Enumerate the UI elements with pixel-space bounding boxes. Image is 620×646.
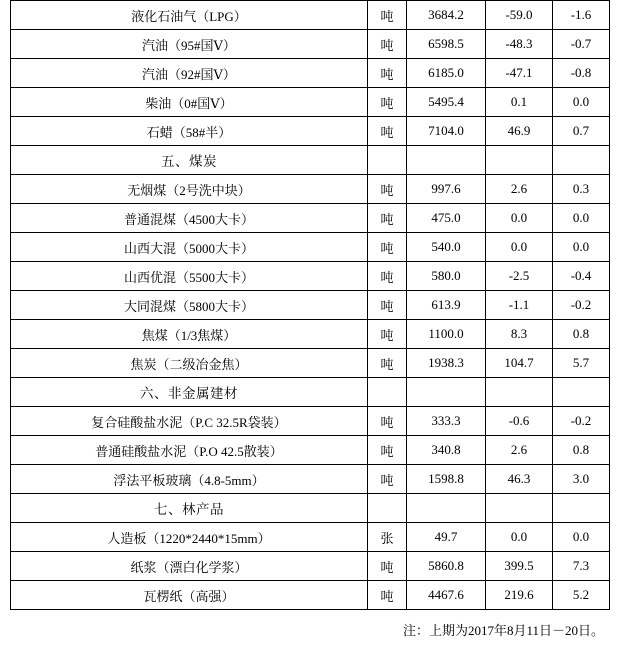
price-cell: 1100.0 <box>407 320 486 349</box>
table-row <box>11 378 610 407</box>
change-cell: -48.3 <box>486 30 553 59</box>
table-footnote: 注：上期为2017年8月11日－20日。 <box>402 623 604 638</box>
change-cell: 0.0 <box>486 204 553 233</box>
section-header-cell: 七、林产品 <box>11 494 368 523</box>
table-row <box>11 262 610 291</box>
percent-cell: 0.0 <box>553 523 610 552</box>
price-cell: 49.7 <box>407 523 486 552</box>
unit-cell: 吨 <box>368 233 407 262</box>
table-row <box>11 552 610 581</box>
price-cell: 340.8 <box>407 436 486 465</box>
percent-cell: -0.2 <box>553 291 610 320</box>
percent-cell: 0.8 <box>553 320 610 349</box>
change-cell: 46.3 <box>486 465 553 494</box>
change-cell <box>486 146 553 175</box>
change-cell <box>486 494 553 523</box>
unit-cell: 吨 <box>368 291 407 320</box>
table-row <box>11 59 610 88</box>
price-table-body <box>11 1 610 610</box>
item-name-cell: 普通硅酸盐水泥（P.O 42.5散装） <box>11 436 368 465</box>
percent-cell: 0.0 <box>553 88 610 117</box>
table-row <box>11 465 610 494</box>
unit-cell: 吨 <box>368 88 407 117</box>
percent-cell <box>553 146 610 175</box>
unit-cell: 吨 <box>368 581 407 610</box>
price-cell: 6598.5 <box>407 30 486 59</box>
price-cell: 4467.6 <box>407 581 486 610</box>
price-table <box>10 0 610 610</box>
item-name-cell: 柴油（0#国Ⅴ） <box>11 88 368 117</box>
table-row <box>11 320 610 349</box>
unit-cell <box>368 146 407 175</box>
unit-cell <box>368 378 407 407</box>
price-cell: 6185.0 <box>407 59 486 88</box>
change-cell: 2.6 <box>486 436 553 465</box>
price-cell: 1598.8 <box>407 465 486 494</box>
price-cell: 7104.0 <box>407 117 486 146</box>
table-row <box>11 88 610 117</box>
item-name-cell: 焦煤（1/3焦煤） <box>11 320 368 349</box>
price-cell <box>407 494 486 523</box>
percent-cell: 5.7 <box>553 349 610 378</box>
item-name-cell: 无烟煤（2号洗中块） <box>11 175 368 204</box>
change-cell: -0.6 <box>486 407 553 436</box>
price-cell: 997.6 <box>407 175 486 204</box>
item-name-cell: 石蜡（58#半） <box>11 117 368 146</box>
item-name-cell: 瓦楞纸（高强） <box>11 581 368 610</box>
price-cell <box>407 378 486 407</box>
price-cell <box>407 146 486 175</box>
change-cell: 219.6 <box>486 581 553 610</box>
price-cell: 333.3 <box>407 407 486 436</box>
price-cell: 5495.4 <box>407 88 486 117</box>
table-row <box>11 30 610 59</box>
change-cell: -47.1 <box>486 59 553 88</box>
item-name-cell: 纸浆（漂白化学浆） <box>11 552 368 581</box>
price-cell: 475.0 <box>407 204 486 233</box>
percent-cell: 7.3 <box>553 552 610 581</box>
price-cell: 540.0 <box>407 233 486 262</box>
unit-cell: 吨 <box>368 262 407 291</box>
percent-cell: -1.6 <box>553 1 610 30</box>
unit-cell: 吨 <box>368 117 407 146</box>
unit-cell: 吨 <box>368 175 407 204</box>
change-cell: -2.5 <box>486 262 553 291</box>
unit-cell: 张 <box>368 523 407 552</box>
change-cell: 0.0 <box>486 233 553 262</box>
percent-cell: 5.2 <box>553 581 610 610</box>
percent-cell: 0.8 <box>553 436 610 465</box>
item-name-cell: 大同混煤（5800大卡） <box>11 291 368 320</box>
change-cell: 0.1 <box>486 88 553 117</box>
percent-cell <box>553 378 610 407</box>
table-row <box>11 146 610 175</box>
item-name-cell: 液化石油气（LPG） <box>11 1 368 30</box>
unit-cell: 吨 <box>368 59 407 88</box>
change-cell: 104.7 <box>486 349 553 378</box>
item-name-cell: 普通混煤（4500大卡） <box>11 204 368 233</box>
item-name-cell: 焦炭（二级冶金焦） <box>11 349 368 378</box>
table-row <box>11 233 610 262</box>
table-row <box>11 349 610 378</box>
section-header-cell: 五、煤炭 <box>11 146 368 175</box>
table-row <box>11 204 610 233</box>
item-name-cell: 人造板（1220*2440*15mm） <box>11 523 368 552</box>
unit-cell <box>368 494 407 523</box>
price-cell: 1938.3 <box>407 349 486 378</box>
percent-cell: 3.0 <box>553 465 610 494</box>
change-cell <box>486 378 553 407</box>
change-cell: 8.3 <box>486 320 553 349</box>
unit-cell: 吨 <box>368 552 407 581</box>
percent-cell: 0.0 <box>553 233 610 262</box>
change-cell: -59.0 <box>486 1 553 30</box>
change-cell: 399.5 <box>486 552 553 581</box>
price-cell: 613.9 <box>407 291 486 320</box>
percent-cell: 0.7 <box>553 117 610 146</box>
price-cell: 5860.8 <box>407 552 486 581</box>
percent-cell: 0.0 <box>553 204 610 233</box>
percent-cell: 0.3 <box>553 175 610 204</box>
unit-cell: 吨 <box>368 465 407 494</box>
unit-cell: 吨 <box>368 30 407 59</box>
unit-cell: 吨 <box>368 407 407 436</box>
unit-cell: 吨 <box>368 436 407 465</box>
table-row <box>11 1 610 30</box>
percent-cell: -0.8 <box>553 59 610 88</box>
table-row <box>11 494 610 523</box>
percent-cell <box>553 494 610 523</box>
unit-cell: 吨 <box>368 349 407 378</box>
change-cell: -1.1 <box>486 291 553 320</box>
unit-cell: 吨 <box>368 1 407 30</box>
item-name-cell: 汽油（95#国Ⅴ） <box>11 30 368 59</box>
table-row <box>11 175 610 204</box>
item-name-cell: 复合硅酸盐水泥（P.C 32.5R袋装） <box>11 407 368 436</box>
item-name-cell: 山西优混（5500大卡） <box>11 262 368 291</box>
table-row <box>11 581 610 610</box>
section-header-cell: 六、非金属建材 <box>11 378 368 407</box>
price-cell: 3684.2 <box>407 1 486 30</box>
item-name-cell: 浮法平板玻璃（4.8-5mm） <box>11 465 368 494</box>
table-row <box>11 407 610 436</box>
table-row <box>11 523 610 552</box>
percent-cell: -0.7 <box>553 30 610 59</box>
table-row <box>11 291 610 320</box>
unit-cell: 吨 <box>368 204 407 233</box>
change-cell: 0.0 <box>486 523 553 552</box>
percent-cell: -0.2 <box>553 407 610 436</box>
percent-cell: -0.4 <box>553 262 610 291</box>
item-name-cell: 山西大混（5000大卡） <box>11 233 368 262</box>
price-cell: 580.0 <box>407 262 486 291</box>
change-cell: 46.9 <box>486 117 553 146</box>
table-row <box>11 436 610 465</box>
unit-cell: 吨 <box>368 320 407 349</box>
item-name-cell: 汽油（92#国Ⅴ） <box>11 59 368 88</box>
change-cell: 2.6 <box>486 175 553 204</box>
table-row <box>11 117 610 146</box>
